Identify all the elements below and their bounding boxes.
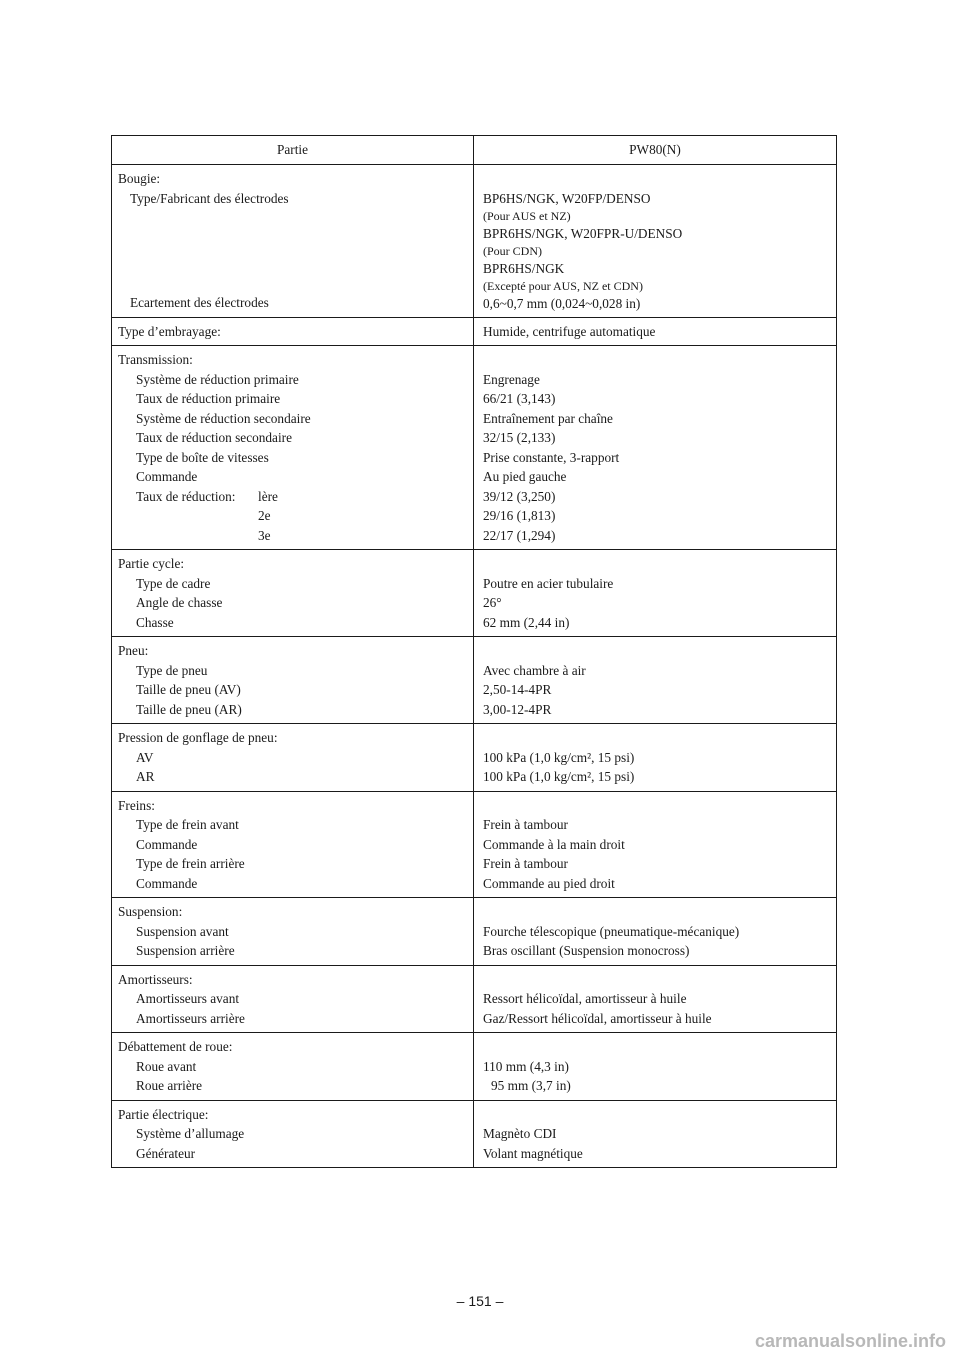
value: Commande à la main droit	[483, 836, 625, 852]
value: BP6HS/NGK, W20FP/DENSO	[483, 191, 651, 206]
label: Roue arrière	[136, 1078, 203, 1093]
value: 95 mm (3,7 in)	[491, 1078, 571, 1093]
gear-label: 2e	[258, 508, 271, 523]
value: Au pied gauche	[483, 469, 567, 484]
value: Avec chambre à air	[483, 662, 586, 678]
label: Type de frein avant	[136, 817, 239, 832]
label: Système de réduction secondaire	[136, 410, 311, 426]
label: Système de réduction primaire	[136, 371, 299, 387]
value: Magnèto CDI	[483, 1126, 557, 1141]
section-values	[474, 637, 837, 724]
page-number: – 151 –	[456, 1293, 504, 1309]
label: Générateur	[136, 1145, 196, 1161]
value: Volant magnétique	[483, 1145, 583, 1161]
section-values	[474, 346, 837, 550]
value: Entraînement par chaîne	[483, 410, 613, 426]
label: Système d’allumage	[136, 1126, 245, 1141]
label: Commande	[136, 469, 198, 484]
section-title: Partie électrique:	[118, 1106, 209, 1122]
label: Taux de réduction secondaire	[136, 430, 292, 445]
section-title: Pneu:	[118, 643, 149, 658]
section-labels	[112, 637, 474, 724]
section-title: Amortisseurs:	[118, 971, 193, 987]
label: AV	[136, 749, 154, 765]
value: Prise constante, 3-rapport	[483, 449, 620, 465]
label: Angle de chasse	[136, 595, 223, 610]
value: Frein à tambour	[483, 856, 568, 871]
section-labels	[112, 724, 474, 792]
section-values	[474, 550, 837, 637]
section-title: Suspension:	[118, 904, 183, 919]
value: Engrenage	[483, 371, 540, 387]
table-header-row	[112, 136, 837, 165]
value: 110 mm (4,3 in)	[483, 1058, 569, 1074]
gear-ratio-row	[118, 487, 467, 507]
value: Gaz/Ressort hélicoïdal, amortisseur à huile	[483, 1010, 712, 1026]
section-labels	[112, 165, 474, 318]
section-title: Bougie:	[118, 171, 161, 186]
section-freins	[112, 791, 837, 898]
section-embrayage	[112, 317, 837, 346]
section-transmission	[112, 346, 837, 550]
value: 3,00-12-4PR	[483, 701, 552, 717]
section-values	[474, 898, 837, 966]
label: Suspension avant	[136, 923, 229, 939]
value: 26°	[483, 595, 502, 610]
section-title: Freins:	[118, 797, 155, 813]
section-labels	[112, 1033, 474, 1101]
header-col-partie: Partie	[112, 136, 474, 165]
value: Humide, centrifuge automatique	[483, 323, 656, 339]
label: Taille de pneu (AR)	[136, 701, 242, 717]
value: 100 kPa (1,0 kg/cm², 15 psi)	[483, 769, 635, 784]
value: 0,6~0,7 mm (0,024~0,028 in)	[483, 296, 641, 311]
section-labels	[112, 317, 474, 346]
section-values	[474, 791, 837, 898]
value: (Pour CDN)	[483, 243, 542, 258]
label: Type de pneu	[136, 662, 208, 678]
value: (Excepté pour AUS, NZ et CDN)	[483, 278, 643, 293]
gear-label: 3e	[258, 527, 271, 543]
section-amortisseurs	[112, 965, 837, 1033]
label: Type/Fabricant des électrodes	[130, 190, 289, 206]
value: Frein à tambour	[483, 817, 568, 832]
label: Amortisseurs avant	[136, 991, 240, 1006]
label: AR	[136, 769, 155, 784]
section-title: Partie cycle:	[118, 556, 185, 571]
section-labels	[112, 550, 474, 637]
label: Ecartement des électrodes	[130, 295, 269, 310]
value: Commande au pied droit	[483, 875, 615, 891]
section-cycle	[112, 550, 837, 637]
section-suspension	[112, 898, 837, 966]
section-values	[474, 317, 837, 346]
watermark: carmanualsonline.info	[754, 1331, 946, 1351]
value: 22/17 (1,294)	[483, 527, 556, 543]
section-title: Transmission:	[118, 352, 193, 367]
spec-table	[111, 135, 837, 1168]
value: 2,50-14-4PR	[483, 682, 552, 697]
value: 32/15 (2,133)	[483, 430, 556, 445]
section-title: Pression de gonflage de pneu:	[118, 730, 278, 745]
gear-label: lère	[258, 488, 278, 504]
section-bougie	[112, 165, 837, 318]
label: Type de boîte de vitesses	[136, 449, 269, 465]
section-title: Type d’embrayage:	[118, 323, 221, 339]
value: Fourche télescopique (pneumatique-mécanique)	[483, 923, 740, 939]
value: Ressort hélicoïdal, amortisseur à huile	[483, 991, 687, 1006]
value: 62 mm (2,44 in)	[483, 614, 570, 630]
section-title: Débattement de roue:	[118, 1039, 233, 1054]
header-col-model: PW80(N)	[474, 136, 837, 165]
label: Amortisseurs arrière	[136, 1010, 245, 1026]
value: 66/21 (3,143)	[483, 391, 556, 406]
section-electrique	[112, 1100, 837, 1168]
value: (Pour AUS et NZ)	[483, 208, 571, 223]
value: 39/12 (3,250)	[483, 488, 556, 504]
section-values	[474, 724, 837, 792]
section-values	[474, 165, 837, 318]
section-labels	[112, 898, 474, 966]
label: Type de frein arrière	[136, 856, 245, 871]
value: Bras oscillant (Suspension monocross)	[483, 943, 690, 958]
label: Suspension arrière	[136, 943, 235, 958]
label: Taille de pneu (AV)	[136, 682, 241, 697]
value: 29/16 (1,813)	[483, 508, 556, 523]
label: Chasse	[136, 614, 174, 630]
section-pression	[112, 724, 837, 792]
value: 100 kPa (1,0 kg/cm², 15 psi)	[483, 749, 635, 765]
section-labels	[112, 965, 474, 1033]
section-debattement	[112, 1033, 837, 1101]
section-pneu	[112, 637, 837, 724]
value: Poutre en acier tubulaire	[483, 575, 614, 591]
value: BPR6HS/NGK, W20FPR-U/DENSO	[483, 226, 683, 241]
label: Roue avant	[136, 1058, 197, 1074]
section-labels	[112, 346, 474, 550]
section-values	[474, 965, 837, 1033]
value: BPR6HS/NGK	[483, 261, 565, 276]
label: Commande	[136, 875, 198, 891]
section-values	[474, 1100, 837, 1168]
section-labels	[112, 1100, 474, 1168]
label: Taux de réduction primaire	[136, 391, 281, 406]
label: Taux de réduction:	[136, 488, 236, 504]
label: Commande	[136, 836, 198, 852]
section-labels	[112, 791, 474, 898]
section-values	[474, 1033, 837, 1101]
label: Type de cadre	[136, 575, 211, 591]
